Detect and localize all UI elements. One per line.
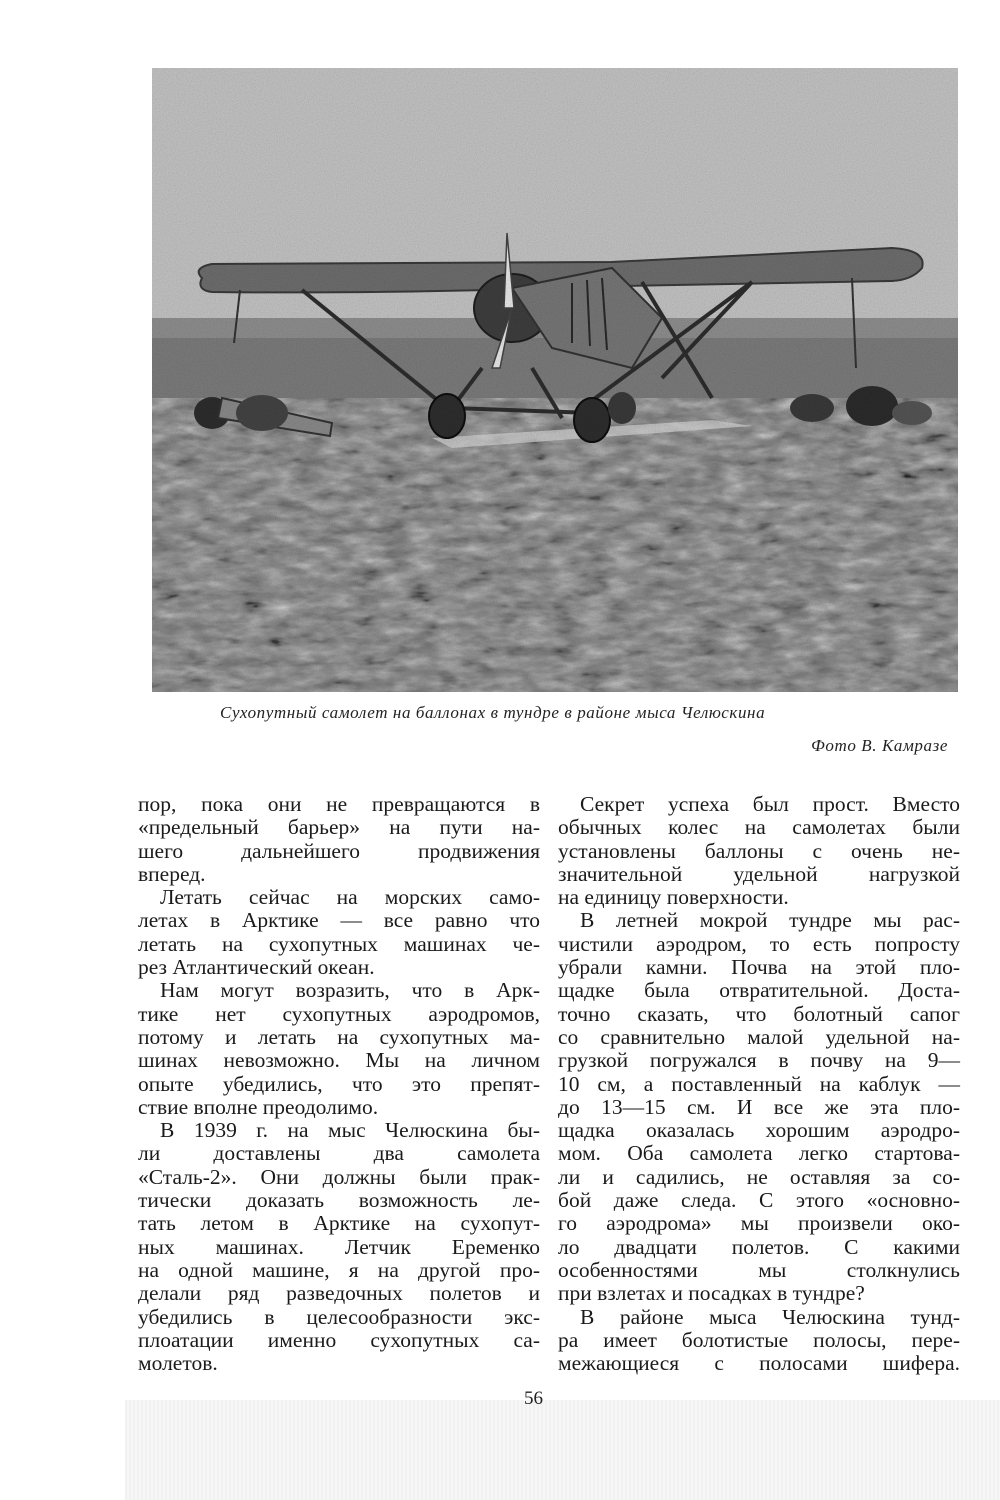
text-line: со сравнительно малой удельной на- <box>558 1024 960 1049</box>
photo-airplane-on-tundra <box>152 68 958 692</box>
airplane-photo-illustration <box>152 68 958 692</box>
text-line: делали ряд разведочных полетов и <box>138 1281 540 1306</box>
text-line: «Сталь-2». Они должны были прак- <box>138 1164 540 1189</box>
text-line: на единицу поверхности. <box>558 885 789 910</box>
text-line: Секрет успеха был прост. Вместо <box>580 792 960 816</box>
text-line: ствие вполне преодолимо. <box>138 1094 379 1119</box>
balloon-wheel-left <box>429 394 465 438</box>
text-line: на одной машине, я на другой про- <box>138 1257 540 1282</box>
text-line: установлены баллоны с очень не- <box>558 838 960 863</box>
text-line: В летней мокрой тундре мы рас- <box>580 908 960 933</box>
text-line: точно сказать, что болотный сапог <box>558 1001 960 1026</box>
text-line: В 1939 г. на мыс Челюскина бы- <box>160 1118 540 1143</box>
text-line: ра имеет болотистые полосы, пере- <box>558 1327 960 1352</box>
text-line: шинах невозможно. Мы на личном <box>138 1048 540 1073</box>
text-line: обычных колес на самолетах были <box>558 815 960 840</box>
text-line: грузкой погружался в почву на 9— <box>558 1048 960 1073</box>
text-column-right <box>558 793 960 1375</box>
text-line: рез Атлантический океан. <box>138 955 375 980</box>
text-line: щадке была отвратительной. Доста- <box>558 978 960 1003</box>
text-line: летах в Арктике — все равно что <box>138 908 540 933</box>
scan-background-band <box>125 1400 1000 1500</box>
text-line: летать на сухопутных машинах че- <box>138 931 540 956</box>
text-line: щадка оказалась хорошим аэродро- <box>558 1118 960 1143</box>
text-column-left <box>138 793 540 1375</box>
text-line: особенностями мы столкнулись <box>558 1257 960 1282</box>
photo-credit: Фото В. Камразе <box>811 736 948 755</box>
text-line: до 13—15 см. И все же эта пло- <box>558 1094 960 1119</box>
text-line: ло двадцати полетов. С какими <box>558 1234 960 1259</box>
text-line: межающиеся с полосами шифера. <box>558 1351 960 1376</box>
text-line: при взлетах и посадках в тундре? <box>558 1281 865 1306</box>
text-line: потому и летать на сухопутных ма- <box>138 1024 540 1049</box>
text-line: чистили аэродром, то есть попросту <box>558 931 960 956</box>
text-line: 10 см, а поставленный на каблук — <box>558 1071 960 1096</box>
text-line: шего дальнейшего продвижения <box>138 838 540 863</box>
text-line: «предельный барьер» на пути на- <box>138 815 540 840</box>
text-line: тике нет сухопутных аэродромов, <box>138 1001 540 1026</box>
text-line: Нам могут возразить, что в Арк- <box>160 978 540 1003</box>
text-line: ных машинах. Летчик Еременко <box>138 1234 540 1259</box>
page-number: 56 <box>524 1388 543 1409</box>
text-line: го аэродрома» мы произвели око- <box>558 1211 960 1236</box>
photo-caption: Сухопутный самолет на баллонах в тундре в районе мыса Челюскина <box>220 703 766 722</box>
text-line: опыте убедились, что это препят- <box>138 1071 540 1096</box>
text-line: убрали камни. Почва на этой пло- <box>558 955 960 980</box>
text-line: молетов. <box>138 1351 218 1376</box>
text-line: вперед. <box>138 861 206 886</box>
text-line: плоатации именно сухопутных са- <box>138 1327 540 1352</box>
text-line: Летать сейчас на морских само- <box>160 885 540 910</box>
text-line: мом. Оба самолета легко стартова- <box>558 1141 960 1166</box>
text-line: значительной удельной нагрузкой <box>558 861 960 886</box>
text-line: ли и садились, не оставляя за со- <box>558 1164 960 1189</box>
text-line: В районе мыса Челюскина тунд- <box>580 1304 960 1329</box>
text-line: бой даже следа. С этого «основно- <box>558 1188 960 1213</box>
balloon-wheel-right <box>574 398 610 442</box>
text-line: пор, пока они не превращаются в <box>138 792 540 816</box>
text-line: тать летом в Арктике на сухопут- <box>138 1211 540 1236</box>
text-line: тически доказать возможность ле- <box>138 1188 540 1213</box>
text-line: убедились в целесообразности экс- <box>138 1304 540 1329</box>
text-line: ли доставлены два самолета <box>138 1141 540 1166</box>
